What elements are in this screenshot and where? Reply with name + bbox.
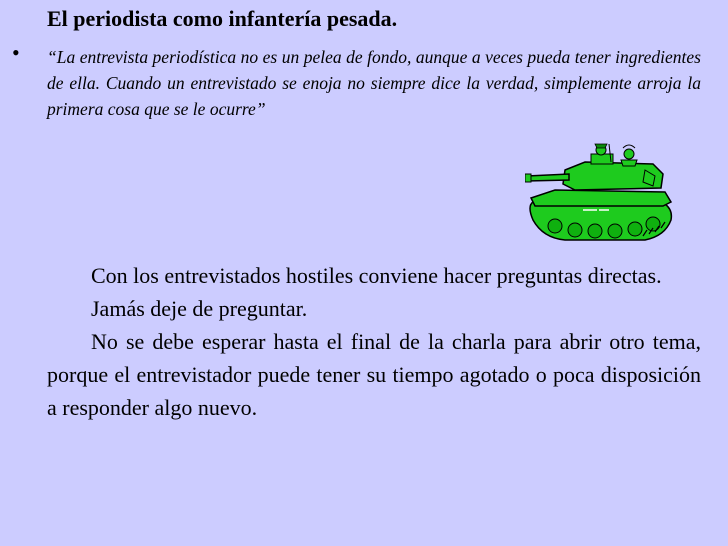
tank-illustration [525,140,675,242]
paragraph-hostile: Con los entrevistados hostiles conviene hacer preguntas directas. [91,263,662,288]
paragraph-keep-asking: Jamás deje de preguntar. [91,296,308,321]
bullet-marker: • [12,40,20,65]
quote-text: “La entrevista periodística no es un pelea de fondo, aunque a veces pueda tener ingredientes de ella. Cuando un entrevistado se enoja no siempre dice la verdad, simplemente arroja la primera cosa que se le ocurre” [47,47,701,119]
slide-title: El periodista como infantería pesada. [47,6,398,31]
body-text [47,259,701,424]
paragraph-new-topic: No se debe esperar hasta el final de la charla para abrir otro tema, porque el entrevistador puede tener su tiempo agotado o poca disposición a responder algo nuevo. [47,329,701,420]
